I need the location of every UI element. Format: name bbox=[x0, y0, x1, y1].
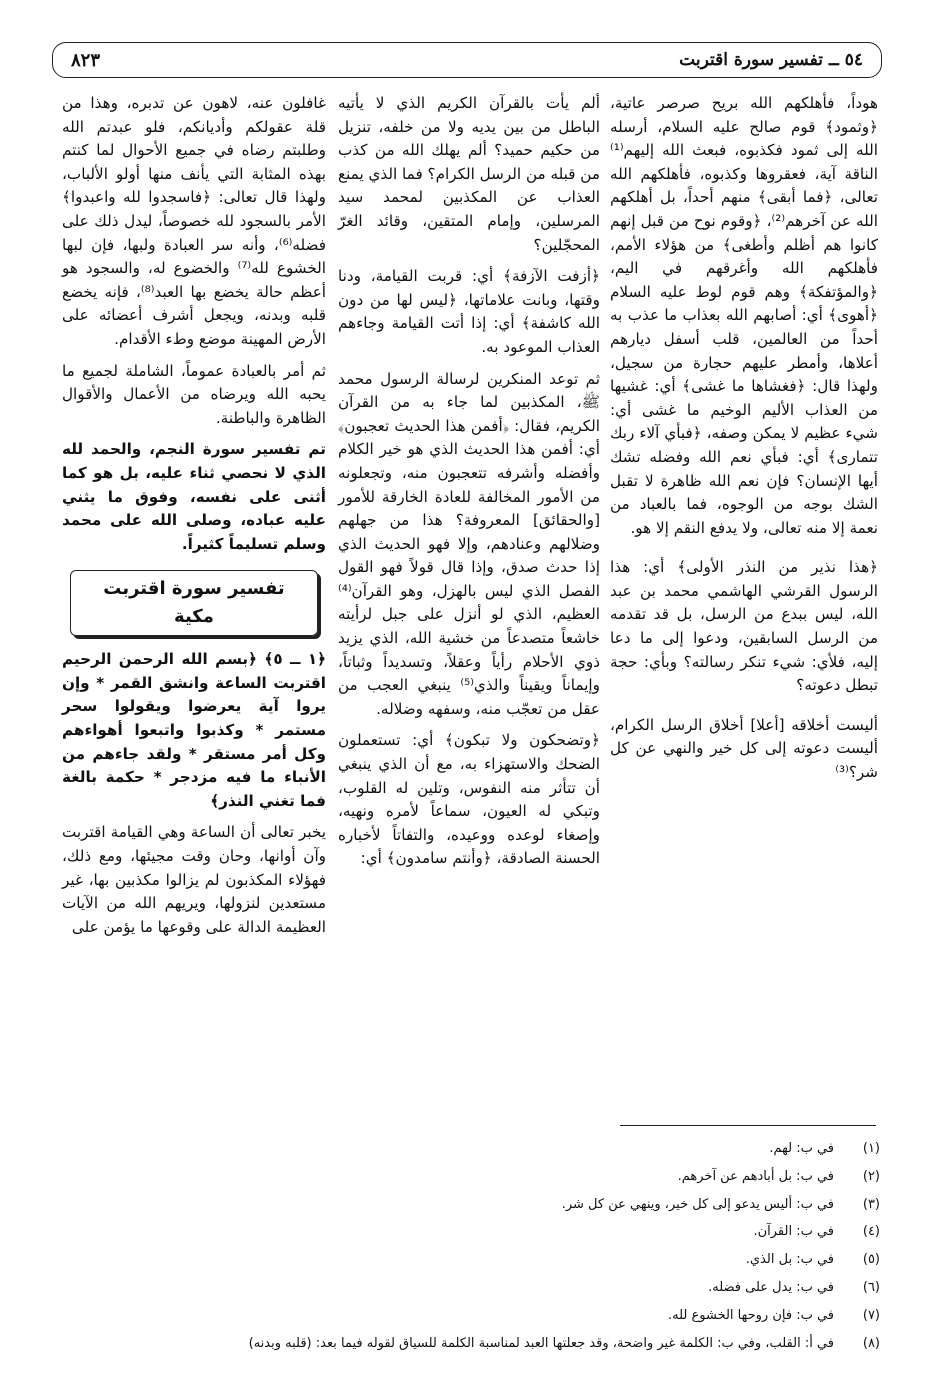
surah-title-box bbox=[70, 570, 318, 636]
footnote-text: في أ: القلب، وفي ب: الكلمة غير واضحة، وقد جعلتها العبد لمناسبة الكلمة للسياق لقوله فيما بعد: (قلبه وبدنه) bbox=[248, 1335, 834, 1351]
footnote-number: (٤) bbox=[862, 1224, 880, 1240]
footnote-text: في ب: لهم. bbox=[769, 1141, 834, 1156]
paragraph: ثم توعد المنكرين لرسالة الرسول محمد ﷺ، المكذبين لما جاء به من القرآن الكريم، فقال: ﴿أفمن هذا الحديث تعجبون﴾ أي: أفمن هذا الحديث الذي هو خير الكلام وأفضله وأشرفه تتعجبون منه، وتجعلونه من الأمور المخالفة للعادة الخارقة للأمور [والحقائق] المعروفة؟ هذا من جهلهم وضلالهم وعنادهم، وإلا فهو الحديث الذي إذا حدث صدق، وإذا قال قولاً فهو القول الفصل الذي ليس بالهزل، وهو القرآن⁽⁴⁾ العظيم، الذي لو أنزل على جبل لرأيته خاشعاً متصدعاً من خشية الله، الذي يزيد ذوي الأحلام رأياً وعقلاً، وتسديداً وثباتاً، وإيماناً ويقيناً والذي⁽⁵⁾ ينبغي العجب من عقل من تعجّب منه، وسفهه وضلاله. bbox=[338, 369, 600, 718]
column-middle bbox=[338, 92, 600, 879]
column-left bbox=[62, 92, 326, 947]
footnote-text: في ب: بل أبادهم عن آخرهم. bbox=[677, 1168, 834, 1184]
quran-verses: ﴿١ ــ ٥﴾ ﴿بسم الله الرحمن الرحيم اقتربت الساعة وانشق القمر * وإن يروا آية يعرضوا ويقولوا سحر مستمر * وكذبوا واتبعوا أهواءهم وكل أمر مستقر * ولقد جاءهم من الأنباء ما فيه مزدجر * حكمة بالغة فما تغني النذر﴾ bbox=[62, 650, 326, 810]
footnote bbox=[180, 1135, 880, 1163]
paragraph: هوداً، فأهلكهم الله بريح صرصر عاتية، ﴿وثمود﴾ قوم صالح عليه السلام، أرسله الله إلى ثمود فكذبوه، فبعث الله إليهم⁽¹⁾ الناقة آية، فعقروها وكذبوه، فأهلكهم الله تعالى، ﴿فما أبقى﴾ منهم أحداً، بل أهلكهم الله عن آخرهم⁽²⁾، ﴿وقوم نوح من قبل إنهم كانوا هم أظلم وأطغى﴾ من هؤلاء الأمم، فأهلكهم الله وأغرقهم في اليم، ﴿والمؤتفكة﴾ وهم قوم لوط عليه السلام ﴿أهوى﴾ أي: أصابهم الله بعذاب ما عذب به أحداً من العالمين، قلب أسفل ديارهم أعلاها، وأمطر عليهم حجارة من سجيل، ولهذا قال: ﴿فغشاها ما غشى﴾ أي: غشيها من العذاب الأليم الوخيم ما غشى أي: شيء عظيم لا يمكن وصفه، ﴿فبأي آلاء ربك تتمارى﴾ أي: فبأي نعم الله وفضله تشك أيها الإنسان؟ فإن نعم الله ظاهرة لا تقبل الشك بوجه من الوجوه، فما بالعباد من نعمة إلا منه تعالى، ولا يدفع النقم إلا هو. bbox=[610, 94, 878, 537]
footnote bbox=[180, 1191, 880, 1219]
footnote-number: (١) bbox=[862, 1141, 880, 1156]
running-title: ٥٤ ــ تفسير سورة اقتربت bbox=[679, 50, 863, 70]
footnote-text: في ب: فإن روحها الخشوع لله. bbox=[668, 1307, 834, 1323]
paragraph: غافلون عنه، لاهون عن تدبره، وهذا من قلة عقولكم وأديانكم، فلو عبدتم الله وطلبتم رضاه في جميع الأحوال لما كنتم بهذه المثابة التي يأنف منها أولو الألباب، ولهذا قال تعالى: ﴿فاسجدوا لله واعبدوا﴾ الأمر بالسجود لله خصوصاً، ليدل ذلك على فضله⁽⁶⁾، وأنه سر العبادة ولبها، فإن لبها الخشوع لله⁽⁷⁾ والخضوع له، والسجود هو أعظم حالة يخضع بها العبد⁽⁸⁾، فإنه يخضع قلبه وبدنه، ويجعل أشرف أعضائه على الأرض المهينة موضع وطء الأقدام. bbox=[62, 94, 327, 348]
paragraph: يخبر تعالى أن الساعة وهي القيامة اقتربت وآن أوانها، وحان وقت مجيئها، ومع ذلك، فهؤلاء المكذبون لم يزالوا مكذبين بها، غير مستعدين لنزولها، ويريهم الله من الآيات العظيمة الدالة على وقوعها ما يؤمن على bbox=[62, 823, 326, 936]
footnote-text: في ب: بل الذي. bbox=[745, 1252, 834, 1268]
surah-closing: تم تفسير سورة النجم، والحمد لله الذي لا نحصي ثناء عليه، بل هو كما أثنى على نفسه، وفوق ما يثني عليه عباده، وصلى الله على محمد وسلم تسليماً كثيراً. bbox=[62, 440, 326, 553]
footnote bbox=[180, 1274, 880, 1302]
paragraph: ﴿هذا نذير من النذر الأولى﴾ أي: هذا الرسول القرشي الهاشمي محمد بن عبد الله، ليس ببدع من الرسل، بل قد تقدمه من الرسل السابقين، ودعوا إلى ما دعا إليه، فلأي: شيء تنكر رسالته؟ وبأي: حجة تبطل دعوته؟ bbox=[610, 558, 878, 695]
footnote bbox=[180, 1246, 880, 1274]
footnote-number: (٥) bbox=[862, 1252, 880, 1268]
footnote-divider bbox=[620, 1125, 876, 1126]
footnote-number: (٢) bbox=[862, 1168, 880, 1184]
footnote-text: في ب: القرآن. bbox=[753, 1224, 834, 1240]
footnote-text: في ب: يدل على فضله. bbox=[708, 1279, 834, 1295]
column-right bbox=[610, 92, 878, 793]
footnote bbox=[180, 1330, 880, 1358]
footnotes bbox=[180, 1135, 880, 1357]
footnote bbox=[180, 1163, 880, 1191]
surah-title: تفسير سورة اقتربت bbox=[103, 578, 285, 600]
footnote-number: (٣) bbox=[862, 1196, 880, 1212]
paragraph: ثم أمر بالعبادة عموماً، الشاملة لجميع ما يحبه الله ويرضاه من الأعمال والأقوال الظاهرة والباطنة. bbox=[62, 361, 326, 427]
footnote bbox=[180, 1218, 880, 1246]
surah-type: مكية bbox=[174, 606, 214, 628]
page-header bbox=[52, 42, 882, 78]
footnote-text: في ب: أليس يدعو إلى كل خير، وينهي عن كل شر. bbox=[561, 1196, 834, 1212]
paragraph: ﴿أزفت الآزفة﴾ أي: قربت القيامة، ودنا وقتها، وبانت علاماتها، ﴿ليس لها من دون الله كاشفة﴾ أي: إذا أتت القيامة وجاءهم العذاب الموعود به. bbox=[338, 267, 600, 356]
paragraph: ألم يأت بالقرآن الكريم الذي لا يأتيه الباطل من بين يديه ولا من خلفه، تنزيل من حكيم حميد؟ ألم يهلك الله من كذب من قبله من الرسل الكرام؟ فما الذي يمنع العذاب عن المكذبين لمحمد سيد المرسلين، وإمام المتقين، وقائد الغرّ المحجّلين؟ bbox=[338, 94, 600, 254]
footnote bbox=[180, 1302, 880, 1330]
footnote-number: (٦) bbox=[862, 1279, 880, 1295]
paragraph: أليست أخلاقه [أعلا] أخلاق الرسل الكرام، أليست دعوته إلى كل خير والنهي عن كل شر؟⁽³⁾ bbox=[610, 715, 878, 782]
page-number: ٨٢٣ bbox=[71, 49, 101, 71]
footnote-number: (٨) bbox=[862, 1335, 880, 1351]
footnote-number: (٧) bbox=[862, 1307, 880, 1323]
paragraph: ﴿وتضحكون ولا تبكون﴾ أي: تستعملون الضحك والاستهزاء به، مع أن الذي ينبغي أن تتأثر منه النفوس، وتلين له القلوب، وتبكي له العيون، سماعاً لأمره ونهيه، وإصغاء لوعده ووعيده، والتفاتاً لأخباره الحسنة الصادقة، ﴿وأنتم سامدون﴾ أي: bbox=[338, 731, 600, 868]
